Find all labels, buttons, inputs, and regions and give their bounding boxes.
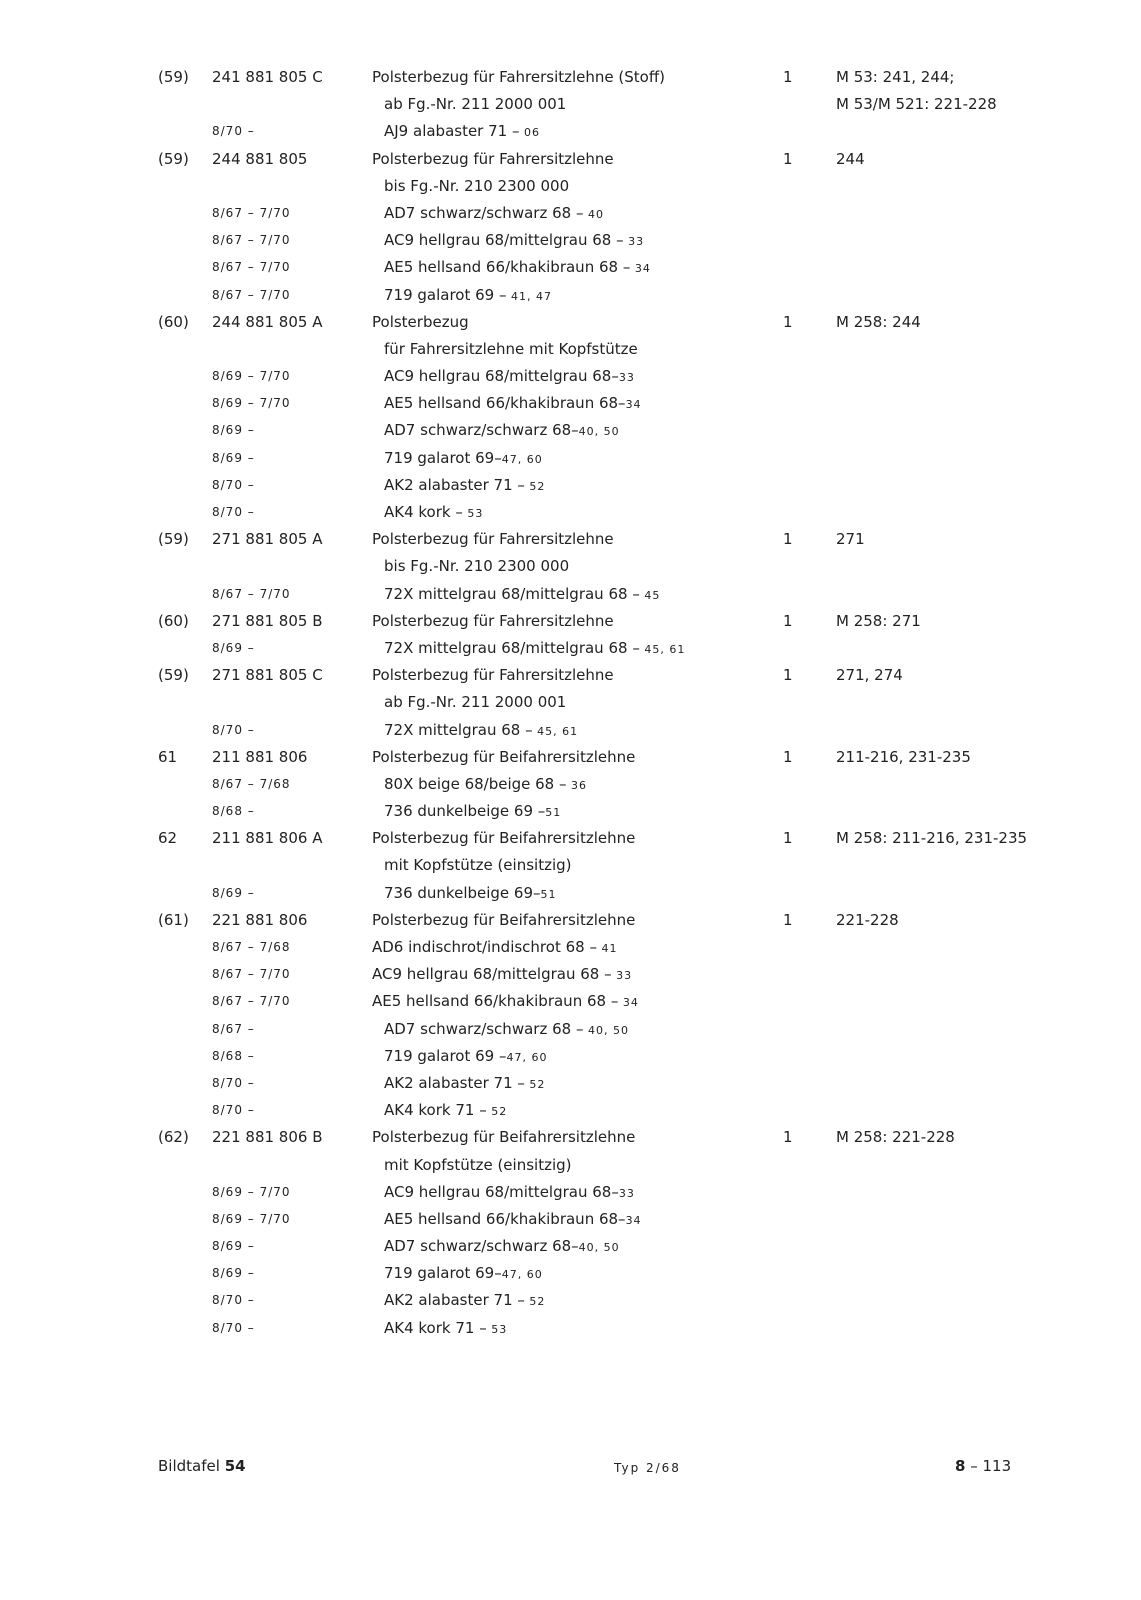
description-text: AE5 hellsand 66/khakibraun 68 – [372,992,619,1011]
color-code-suffix: 33 [618,1186,635,1200]
description [372,744,635,771]
description-text: ab Fg.-Nr. 211 2000 001 [384,693,567,712]
plate-label: Bildtafel [158,1457,220,1475]
model-applicability: M 53/M 521: 221-228 [836,95,997,114]
illustration-ref: (61) [158,910,189,929]
detail-row [0,1315,1141,1342]
description [384,1315,507,1343]
description [372,309,469,336]
description [372,825,635,852]
date-range: 8/70 – [212,1320,255,1335]
detail-row [0,880,1141,907]
description-text: AD7 schwarz/schwarz 68 – [384,1019,584,1038]
part-number: 221 881 806 B [212,1128,323,1147]
color-code-suffix: 33 [623,235,645,249]
part-number: 211 881 806 [212,747,308,766]
detail-row [0,417,1141,444]
description [384,771,587,799]
detail-row [0,581,1141,608]
description-text: für Fahrersitzlehne mit Kopfstütze [384,339,638,358]
color-code-suffix: 34 [618,996,639,1010]
detail-row [0,1233,1141,1260]
description [384,635,685,663]
color-code-suffix: 34 [630,262,651,276]
detail-row [0,336,1141,363]
description-text: AC9 hellgrau 68/mittelgrau 68– [384,367,619,386]
description [372,907,635,934]
description-text: AD6 indischrot/indischrot 68 – [372,938,597,956]
part-row [0,662,1141,689]
color-code-suffix: 53 [486,1322,508,1336]
description [372,961,632,989]
description-text: AK2 alabaster 71 – [384,1073,525,1092]
illustration-ref: 61 [158,747,178,766]
detail-row [0,689,1141,716]
description-text: AD7 schwarz/schwarz 68 – [384,203,584,222]
description [372,146,614,173]
quantity: 1 [783,910,793,929]
description [372,934,617,962]
detail-row [0,1043,1141,1070]
description-text: Polsterbezug für Beifahrersitzlehne [372,1128,636,1147]
date-range: 8/70 – [212,1293,255,1308]
quantity: 1 [783,611,793,630]
description-text: mit Kopfstütze (einsitzig) [384,1155,572,1174]
description [384,390,642,418]
page-number [955,1457,1011,1475]
description-text: mit Kopfstütze (einsitzig) [384,856,572,875]
date-range: 8/70 – [212,722,255,737]
model-applicability: M 258: 244 [836,312,921,331]
page-index: – 113 [970,1457,1012,1475]
illustration-ref: (59) [158,530,189,549]
date-range: 8/69 – 7/70 [212,369,291,384]
description-text: AC9 hellgrau 68/mittelgrau 68– [384,1182,619,1201]
detail-row [0,91,1141,118]
date-range: 8/68 – [212,804,255,819]
description [384,472,545,500]
date-range: 8/67 – [212,1021,255,1036]
detail-row [0,200,1141,227]
detail-row [0,988,1141,1015]
date-range: 8/67 – 7/70 [212,205,291,220]
illustration-ref: (59) [158,68,189,86]
color-code-suffix: 40, 50 [583,1023,629,1037]
description [384,880,557,908]
date-range: 8/69 – 7/70 [212,1184,291,1199]
description-text: Polsterbezug für Fahrersitzlehne [372,149,614,168]
color-code-suffix: 52 [524,1295,546,1309]
detail-row [0,499,1141,526]
description [384,798,561,826]
description-text: 72X mittelgrau 68/mittelgrau 68 – [384,584,640,603]
description-text: Polsterbezug für Fahrersitzlehne [372,611,614,630]
color-code-suffix: 51 [540,887,557,901]
model-applicability: M 258: 271 [836,611,921,630]
description [372,988,639,1016]
description-text: AD7 schwarz/schwarz 68– [384,421,579,440]
section-number: 8 [955,1457,966,1475]
color-code-suffix: 40, 50 [578,425,620,439]
description [384,227,644,255]
vehicle-type: Typ 2/68 [614,1461,681,1475]
description [384,1233,620,1261]
description-text: Polsterbezug für Beifahrersitzlehne [372,910,636,929]
date-range: 8/69 – 7/70 [212,1211,291,1226]
date-range: 8/67 – 7/70 [212,233,291,248]
date-range: 8/69 – 7/70 [212,396,291,411]
color-code-suffix: 52 [524,1077,546,1091]
description [384,717,578,745]
model-applicability: 211-216, 231-235 [836,747,971,766]
description-text: AK4 kork – [384,503,463,521]
date-range: 8/69 – [212,423,255,438]
part-row [0,64,1141,91]
color-code-suffix: 47, 60 [501,1268,543,1282]
quantity: 1 [783,149,793,168]
color-code-suffix: 34 [625,398,642,412]
description [384,1070,545,1098]
description [384,581,660,609]
model-applicability: 271 [836,530,865,549]
parts-list [0,64,1141,1342]
description [384,1287,545,1315]
description-text: Polsterbezug [372,312,469,331]
part-row [0,825,1141,852]
description-text: AE5 hellsand 66/khakibraun 68– [384,394,626,413]
part-row [0,608,1141,635]
detail-row [0,282,1141,309]
part-row [0,907,1141,934]
description [384,1152,572,1179]
model-applicability: M 258: 221-228 [836,1128,955,1147]
part-number: 241 881 805 C [212,68,323,86]
description [384,282,552,310]
description-text: Polsterbezug für Fahrersitzlehne [372,530,614,549]
description-text: ab Fg.-Nr. 211 2000 001 [384,95,567,114]
description [384,417,620,445]
description [384,852,572,879]
description [372,1124,635,1151]
part-number: 244 881 805 [212,149,308,168]
description [384,1043,548,1071]
date-range: 8/67 – 7/70 [212,994,291,1009]
quantity: 1 [783,829,793,848]
color-code-suffix: 40, 50 [578,1241,620,1255]
quantity: 1 [783,530,793,549]
part-row [0,526,1141,553]
description-text: AC9 hellgrau 68/mittelgrau 68 – [384,231,624,250]
date-range: 8/69 – [212,640,255,655]
date-range: 8/67 – 7/70 [212,260,291,275]
description [384,689,566,716]
description-text: Polsterbezug für Fahrersitzlehne [372,666,614,685]
description [384,173,569,200]
description-text: Polsterbezug für Fahrersitzlehne (Stoff) [372,68,666,86]
description-text: 72X mittelgrau 68/mittelgrau 68 – [384,638,640,657]
illustration-ref: (59) [158,149,189,168]
detail-row [0,934,1141,961]
color-code-suffix: 41 [596,942,618,955]
description-text: 736 dunkelbeige 69 – [384,802,546,821]
illustration-ref: (59) [158,666,189,685]
description-text: 80X beige 68/beige 68 – [384,774,567,793]
description-text: 719 galarot 69– [384,1264,502,1283]
color-code-suffix: 45, 61 [639,642,686,656]
description-text: AD7 schwarz/schwarz 68– [384,1237,579,1256]
description-text: bis Fg.-Nr. 210 2300 000 [384,557,570,576]
description-text: 719 galarot 69 – [384,285,507,304]
detail-row [0,363,1141,390]
quantity: 1 [783,666,793,685]
description [384,336,638,363]
description-text: AK4 kork 71 – [384,1318,487,1337]
color-code-suffix: 36 [566,778,587,792]
date-range: 8/69 – [212,1266,255,1281]
description [384,118,540,146]
date-range: 8/67 – 7/68 [212,940,291,954]
part-number: 221 881 806 [212,910,308,929]
color-code-suffix: 33 [611,969,633,983]
part-number: 271 881 805 A [212,530,323,549]
date-range: 8/70 – [212,124,255,139]
description [372,608,614,635]
description [384,553,569,580]
detail-row [0,1016,1141,1043]
description-text: AK2 alabaster 71 – [384,475,525,494]
color-code-suffix: 40 [583,207,604,221]
description-text: AK4 kork 71 – [384,1101,487,1120]
date-range: 8/70 – [212,1103,255,1118]
color-code-suffix: 34 [625,1213,642,1227]
illustration-ref: (60) [158,611,189,630]
detail-row [0,852,1141,879]
part-row [0,309,1141,336]
description [384,200,604,228]
description-text: 719 galarot 69 – [384,1046,507,1065]
color-code-suffix: 52 [524,479,546,493]
date-range: 8/67 – 7/70 [212,586,291,601]
model-applicability: M 258: 211-216, 231-235 [836,829,1028,848]
detail-row [0,771,1141,798]
model-applicability: 271, 274 [836,666,903,685]
description-text: bis Fg.-Nr. 210 2300 000 [384,176,570,195]
illustration-ref: 62 [158,829,178,848]
date-range: 8/70 – [212,505,255,519]
date-range: 8/70 – [212,1075,255,1090]
detail-row [0,1070,1141,1097]
color-code-suffix: 45, 61 [532,724,579,738]
quantity: 1 [783,68,793,86]
plate-number: 54 [224,1457,246,1475]
description-text: AC9 hellgrau 68/mittelgrau 68 – [372,965,612,984]
detail-row [0,1260,1141,1287]
color-code-suffix: 41, 47 [506,289,552,303]
date-range: 8/70 – [212,477,255,492]
color-code-suffix: 33 [618,371,635,385]
description-text: 72X mittelgrau 68 – [384,720,533,739]
description [384,254,651,282]
description [384,1097,507,1125]
description [384,445,543,473]
date-range: 8/67 – 7/68 [212,776,291,791]
description-text: Polsterbezug für Beifahrersitzlehne [372,747,636,766]
detail-row [0,553,1141,580]
description [384,1016,629,1044]
detail-row [0,254,1141,281]
part-row [0,744,1141,771]
description [384,1206,642,1234]
description-text: AE5 hellsand 66/khakibraun 68 – [384,258,631,277]
date-range: 8/67 – 7/70 [212,287,291,302]
detail-row [0,1097,1141,1124]
illustration-ref: (62) [158,1128,189,1147]
quantity: 1 [783,312,793,331]
date-range: 8/69 – [212,1239,255,1254]
color-code-suffix: 53 [462,507,484,520]
color-code-suffix: 47, 60 [506,1050,548,1064]
description [372,526,614,553]
description [372,64,665,91]
detail-row [0,1206,1141,1233]
description [384,1179,635,1207]
detail-row [0,961,1141,988]
detail-row [0,1152,1141,1179]
description-text: AE5 hellsand 66/khakibraun 68– [384,1209,626,1228]
description [384,363,635,391]
quantity: 1 [783,747,793,766]
color-code-suffix: 06 [519,126,540,140]
model-applicability: M 53: 241, 244; [836,68,955,86]
part-row [0,1124,1141,1151]
description [384,91,566,118]
detail-row [0,472,1141,499]
detail-row [0,635,1141,662]
description-text: Polsterbezug für Beifahrersitzlehne [372,829,636,848]
description [384,499,483,527]
part-number: 211 881 806 A [212,829,323,848]
description-text: AJ9 alabaster 71 – [384,122,520,141]
date-range: 8/69 – [212,450,255,465]
color-code-suffix: 52 [486,1105,508,1119]
detail-row [0,798,1141,825]
date-range: 8/69 – [212,885,255,900]
detail-row [0,118,1141,145]
date-range: 8/68 – [212,1048,255,1063]
detail-row [0,717,1141,744]
part-number: 271 881 805 B [212,611,323,630]
color-code-suffix: 45 [639,588,661,602]
date-range: 8/67 – 7/70 [212,967,291,982]
quantity: 1 [783,1128,793,1147]
part-number: 271 881 805 C [212,666,323,685]
part-number: 244 881 805 A [212,312,323,331]
description-text: AK2 alabaster 71 – [384,1291,525,1310]
model-applicability: 244 [836,149,865,168]
description [372,662,614,689]
part-row [0,146,1141,173]
detail-row [0,1287,1141,1314]
detail-row [0,227,1141,254]
detail-row [0,1179,1141,1206]
model-applicability: 221-228 [836,910,899,929]
description-text: 719 galarot 69– [384,448,502,467]
description [384,1260,543,1288]
illustration-ref: (60) [158,312,189,331]
color-code-suffix: 51 [545,806,562,820]
detail-row [0,173,1141,200]
color-code-suffix: 47, 60 [501,452,543,466]
detail-row [0,390,1141,417]
description-text: 736 dunkelbeige 69– [384,883,541,902]
plate-reference [158,1457,246,1475]
detail-row [0,445,1141,472]
